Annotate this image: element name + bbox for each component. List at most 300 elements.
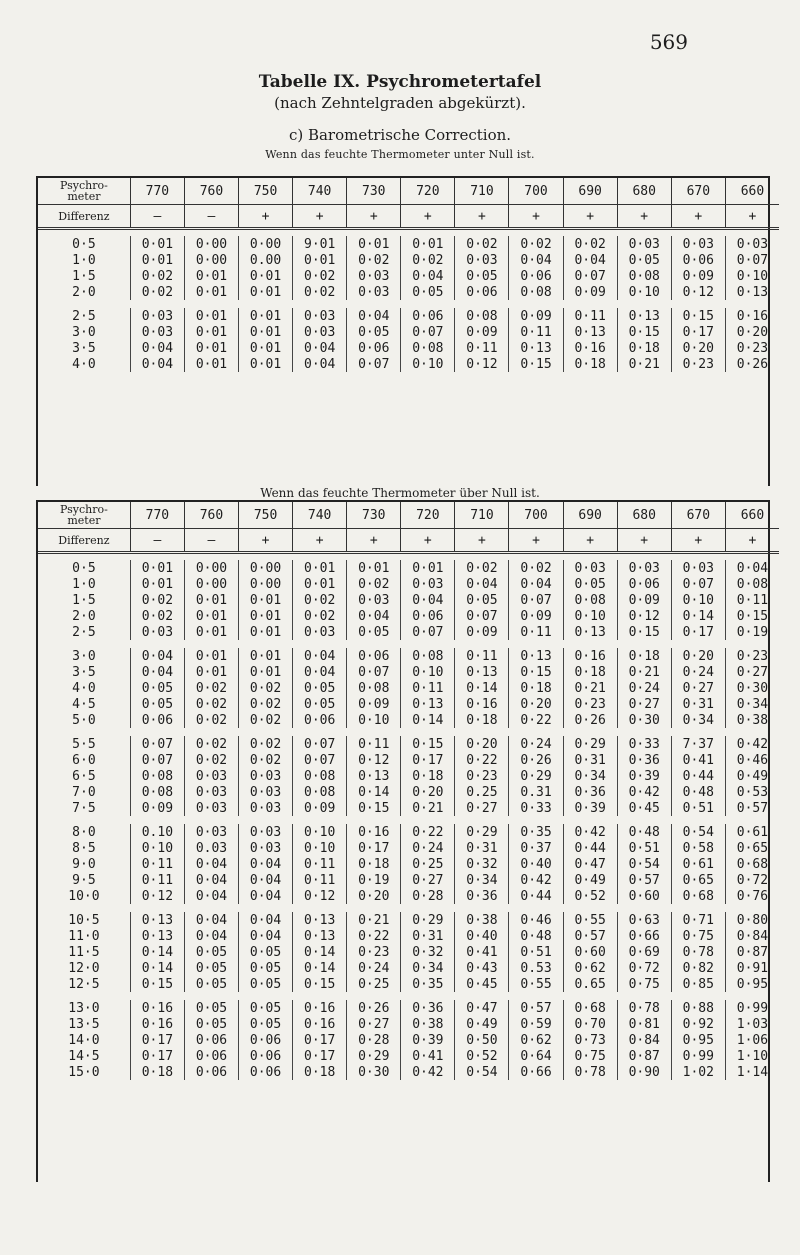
table-cell: 0·05 bbox=[293, 696, 347, 712]
table-cell: 0·03 bbox=[401, 576, 455, 592]
table-cell: 0·09 bbox=[563, 284, 617, 300]
table-cell: 0·05 bbox=[239, 960, 293, 976]
table-cell: 0·00 bbox=[239, 560, 293, 576]
table-cell: 0·13 bbox=[509, 648, 563, 664]
table-cell: 0·09 bbox=[293, 800, 347, 816]
table-cell: 0·08 bbox=[130, 768, 184, 784]
table-cell: 0·25 bbox=[347, 976, 401, 992]
row-difference: 7·0 bbox=[72, 784, 96, 800]
table-cell: 0·05 bbox=[455, 592, 509, 608]
table-cell: 0·05 bbox=[184, 960, 238, 976]
table-cell: 0·71 bbox=[671, 912, 725, 928]
table-cell: 0·17 bbox=[671, 324, 725, 340]
table-cell: 0·13 bbox=[563, 624, 617, 640]
table-cell: 0·10 bbox=[293, 824, 347, 840]
table-cell: 0·14 bbox=[671, 608, 725, 624]
table-cell: 0·20 bbox=[725, 324, 779, 340]
header-sign: + bbox=[455, 529, 509, 553]
table-cell: 0·04 bbox=[347, 608, 401, 624]
table-cell: 0·09 bbox=[347, 696, 401, 712]
table-cell: 0·15 bbox=[401, 736, 455, 752]
table-row bbox=[38, 324, 779, 340]
table-cell: 0·04 bbox=[184, 856, 238, 872]
table-cell: 0·04 bbox=[239, 912, 293, 928]
table-cell: 0·42 bbox=[563, 824, 617, 840]
table-cell: 0·69 bbox=[617, 944, 671, 960]
table-cell: 0·23 bbox=[347, 944, 401, 960]
header-label-psychrometer: Psychro- meter bbox=[60, 179, 108, 203]
header-pressure: 680 bbox=[617, 178, 671, 205]
table-title: Tabelle IX. Psychrometertafel bbox=[258, 72, 542, 92]
header-sign: — bbox=[184, 205, 238, 229]
table-cell: 0·03 bbox=[130, 624, 184, 640]
table-cell: 0·23 bbox=[725, 340, 779, 356]
table-cell: 0·27 bbox=[455, 800, 509, 816]
table-cell: 0·31 bbox=[671, 696, 725, 712]
table-cell: 0·14 bbox=[293, 960, 347, 976]
table-row bbox=[38, 1064, 779, 1080]
table-cell: 0·34 bbox=[455, 872, 509, 888]
table-cell: 0·11 bbox=[509, 624, 563, 640]
table-cell: 0·14 bbox=[455, 680, 509, 696]
table-cell: 0·20 bbox=[455, 736, 509, 752]
table-cell: 1·02 bbox=[671, 1064, 725, 1080]
table-cell: 0·48 bbox=[509, 928, 563, 944]
table-cell: 0·12 bbox=[130, 888, 184, 904]
table-cell: 0·03 bbox=[347, 284, 401, 300]
table-cell: 0·07 bbox=[293, 736, 347, 752]
table-cell: 0·01 bbox=[239, 648, 293, 664]
table-cell: 0·02 bbox=[239, 696, 293, 712]
table-row bbox=[38, 1048, 779, 1064]
header-pressure: 700 bbox=[509, 502, 563, 529]
table-cell: 0·00 bbox=[184, 252, 238, 268]
table-cell: 0·52 bbox=[455, 1048, 509, 1064]
row-difference: 10·0 bbox=[68, 888, 100, 904]
header-sign: + bbox=[293, 205, 347, 229]
table-cell: 0.65 bbox=[563, 976, 617, 992]
table-row bbox=[38, 768, 779, 784]
table-cell: 0·07 bbox=[293, 752, 347, 768]
table-cell: 0·07 bbox=[347, 356, 401, 372]
table-cell: 0·36 bbox=[401, 1000, 455, 1016]
table-cell: 0·26 bbox=[725, 356, 779, 372]
condition-below-zero: Wenn das feuchte Thermometer unter Null ist. bbox=[265, 148, 535, 161]
table-cell: 0·04 bbox=[401, 268, 455, 284]
header-sign: + bbox=[239, 529, 293, 553]
table-cell: 0·03 bbox=[184, 784, 238, 800]
row-difference: 5·5 bbox=[72, 736, 96, 752]
table-cell: 0·16 bbox=[130, 1000, 184, 1016]
table-cell: 0·80 bbox=[725, 912, 779, 928]
table-cell: 0·04 bbox=[563, 252, 617, 268]
table-cell: 0·08 bbox=[347, 680, 401, 696]
table-cell: 0·75 bbox=[563, 1048, 617, 1064]
table-cell: 0·87 bbox=[617, 1048, 671, 1064]
table-cell: 0·46 bbox=[725, 752, 779, 768]
table-cell: 0·33 bbox=[509, 800, 563, 816]
table-cell: 0·11 bbox=[509, 324, 563, 340]
table-cell: 0·06 bbox=[130, 712, 184, 728]
table-row bbox=[38, 888, 779, 904]
row-difference: 15·0 bbox=[68, 1064, 100, 1080]
table-cell: 0·15 bbox=[347, 800, 401, 816]
header-label-differenz: Differenz bbox=[38, 205, 130, 229]
row-difference: 5·0 bbox=[72, 712, 96, 728]
table-cell: 0·48 bbox=[671, 784, 725, 800]
table-cell: 0·15 bbox=[617, 624, 671, 640]
table-cell: 0·01 bbox=[239, 592, 293, 608]
table-cell: 0·04 bbox=[455, 576, 509, 592]
table-cell: 0·36 bbox=[617, 752, 671, 768]
table-cell: 0·13 bbox=[563, 324, 617, 340]
table-cell: 0·23 bbox=[671, 356, 725, 372]
table-cell: 0·24 bbox=[347, 960, 401, 976]
header-pressure: 690 bbox=[563, 502, 617, 529]
header-sign: + bbox=[671, 529, 725, 553]
table-cell: 0·85 bbox=[671, 976, 725, 992]
table-cell: 0·03 bbox=[130, 308, 184, 324]
table-cell: 0·04 bbox=[130, 356, 184, 372]
table-cell: 0·19 bbox=[725, 624, 779, 640]
table-row bbox=[38, 1016, 779, 1032]
table-cell: 0·01 bbox=[184, 308, 238, 324]
table-cell: 0·01 bbox=[347, 560, 401, 576]
table-cell: 0·01 bbox=[130, 560, 184, 576]
table-cell: 0·03 bbox=[347, 592, 401, 608]
table-cell: 0·07 bbox=[130, 736, 184, 752]
table-cell: 0·54 bbox=[617, 856, 671, 872]
table-cell: 0·03 bbox=[563, 560, 617, 576]
table-cell: 0·68 bbox=[671, 888, 725, 904]
header-pressure: 660 bbox=[725, 502, 779, 529]
table-cell: 0·01 bbox=[239, 664, 293, 680]
table-cell: 0·01 bbox=[184, 324, 238, 340]
row-difference: 1·0 bbox=[72, 252, 96, 268]
table-cell: 0·16 bbox=[130, 1016, 184, 1032]
table-cell: 0·28 bbox=[347, 1032, 401, 1048]
table-cell: 0·18 bbox=[509, 680, 563, 696]
header-sign: + bbox=[347, 529, 401, 553]
table-cell: 0·24 bbox=[617, 680, 671, 696]
table-cell: 0·03 bbox=[130, 324, 184, 340]
table-row bbox=[38, 736, 779, 752]
table-cell: 0·45 bbox=[617, 800, 671, 816]
table-cell: 0·38 bbox=[725, 712, 779, 728]
table-cell: 0·08 bbox=[401, 340, 455, 356]
table-cell: 0·68 bbox=[563, 1000, 617, 1016]
table-cell: 0·09 bbox=[455, 324, 509, 340]
table-cell: 0·44 bbox=[509, 888, 563, 904]
table-cell: 0·72 bbox=[617, 960, 671, 976]
table-cell: 0·14 bbox=[347, 784, 401, 800]
table-cell: 0·03 bbox=[293, 624, 347, 640]
table-cell: 0·02 bbox=[509, 560, 563, 576]
table-cell: 0·18 bbox=[401, 768, 455, 784]
table-cell: 0·31 bbox=[455, 840, 509, 856]
table-cell: 0·15 bbox=[725, 608, 779, 624]
table-row bbox=[38, 252, 779, 268]
table-cell: 0·04 bbox=[184, 928, 238, 944]
table-cell: 0·04 bbox=[184, 872, 238, 888]
table-row bbox=[38, 872, 779, 888]
header-label-psychrometer: Psychro- meter bbox=[60, 503, 108, 527]
table-cell: 0·43 bbox=[455, 960, 509, 976]
table-cell: 0·02 bbox=[239, 736, 293, 752]
table-cell: 0·15 bbox=[509, 664, 563, 680]
table-cell: 0·27 bbox=[347, 1016, 401, 1032]
table-cell: 0·13 bbox=[617, 308, 671, 324]
table-cell: 0·04 bbox=[239, 856, 293, 872]
row-difference: 6·0 bbox=[72, 752, 96, 768]
table-cell: 0·99 bbox=[725, 1000, 779, 1016]
table-cell: 0·11 bbox=[563, 308, 617, 324]
table-row bbox=[38, 824, 779, 840]
table-cell: 0·16 bbox=[725, 308, 779, 324]
table-cell: 0·20 bbox=[509, 696, 563, 712]
table-cell: 0·05 bbox=[347, 324, 401, 340]
table-cell: 0·03 bbox=[347, 268, 401, 284]
table-cell: 0·11 bbox=[293, 856, 347, 872]
table-cell: 0·09 bbox=[617, 592, 671, 608]
table-cell: 0·08 bbox=[401, 648, 455, 664]
table-cell: 0·66 bbox=[617, 928, 671, 944]
table-cell: 0·02 bbox=[184, 680, 238, 696]
table-cell: 0.03 bbox=[184, 840, 238, 856]
table-cell: 0·29 bbox=[509, 768, 563, 784]
table-cell: 0·02 bbox=[401, 252, 455, 268]
table-cell: 0·20 bbox=[401, 784, 455, 800]
table-cell: 0·03 bbox=[239, 800, 293, 816]
table-cell: 0·41 bbox=[671, 752, 725, 768]
header-sign: + bbox=[401, 205, 455, 229]
table-cell: 0·29 bbox=[563, 736, 617, 752]
table-row bbox=[38, 624, 779, 640]
table-cell: 0·39 bbox=[401, 1032, 455, 1048]
table-cell: 0.10 bbox=[130, 824, 184, 840]
row-difference: 13·5 bbox=[68, 1016, 100, 1032]
header-pressure: 660 bbox=[725, 178, 779, 205]
table-cell: 0·10 bbox=[347, 712, 401, 728]
header-sign: + bbox=[401, 529, 455, 553]
header-sign: + bbox=[347, 205, 401, 229]
row-difference: 0·5 bbox=[72, 560, 96, 576]
table-row bbox=[38, 308, 779, 324]
table-row bbox=[38, 840, 779, 856]
header-pressure: 670 bbox=[671, 178, 725, 205]
header-pressure: 720 bbox=[401, 178, 455, 205]
table-cell: 0·11 bbox=[130, 872, 184, 888]
table-cell: 0·08 bbox=[293, 768, 347, 784]
table-cell: 0·13 bbox=[347, 768, 401, 784]
table-cell: 0·44 bbox=[671, 768, 725, 784]
table-cell: 0·13 bbox=[401, 696, 455, 712]
table-cell: 0·35 bbox=[401, 976, 455, 992]
table-cell: 1·03 bbox=[725, 1016, 779, 1032]
table-cell: 0·02 bbox=[184, 696, 238, 712]
row-difference: 14·0 bbox=[68, 1032, 100, 1048]
table-cell: 0·24 bbox=[401, 840, 455, 856]
table-cell: 0·02 bbox=[184, 752, 238, 768]
titles bbox=[0, 70, 800, 161]
table-cell: 0·32 bbox=[455, 856, 509, 872]
table-cell: 0·05 bbox=[455, 268, 509, 284]
table-cell: 0·08 bbox=[563, 592, 617, 608]
table-cell: 0·18 bbox=[617, 648, 671, 664]
table-cell: 0·11 bbox=[293, 872, 347, 888]
table-row bbox=[38, 712, 779, 728]
header-sign: + bbox=[725, 205, 779, 229]
table-cell: 0·61 bbox=[671, 856, 725, 872]
table-cell: 0·57 bbox=[509, 1000, 563, 1016]
table-cell: 0·01 bbox=[293, 252, 347, 268]
table-cell: 0·21 bbox=[401, 800, 455, 816]
header-pressure: 710 bbox=[455, 502, 509, 529]
table-cell: 0·20 bbox=[671, 648, 725, 664]
table-cell: 0·04 bbox=[293, 356, 347, 372]
header-pressure: 680 bbox=[617, 502, 671, 529]
table-cell: 0·01 bbox=[239, 608, 293, 624]
table-cell: 0·14 bbox=[130, 960, 184, 976]
row-difference: 9·0 bbox=[72, 856, 96, 872]
row-difference: 0·5 bbox=[72, 236, 96, 252]
table-cell: 0·59 bbox=[509, 1016, 563, 1032]
table-cell: 0·02 bbox=[293, 268, 347, 284]
table-cell: 0·00 bbox=[184, 560, 238, 576]
table-cell: 0·06 bbox=[401, 308, 455, 324]
table-cell: 0·00 bbox=[239, 576, 293, 592]
table-cell: 0·39 bbox=[563, 800, 617, 816]
table-cell: 0·02 bbox=[455, 560, 509, 576]
table-cell: 0·78 bbox=[617, 1000, 671, 1016]
row-difference: 3·5 bbox=[72, 340, 96, 356]
table-cell: 0·06 bbox=[239, 1032, 293, 1048]
table-cell: 0·06 bbox=[239, 1048, 293, 1064]
table-cell: 0·21 bbox=[617, 664, 671, 680]
table-cell: 0·16 bbox=[563, 340, 617, 356]
table-cell: 0·06 bbox=[239, 1064, 293, 1080]
table-cell: 0·10 bbox=[671, 592, 725, 608]
table-cell: 0·02 bbox=[239, 712, 293, 728]
table-row bbox=[38, 236, 779, 252]
header-sign: + bbox=[293, 529, 347, 553]
table-cell: 0·05 bbox=[239, 944, 293, 960]
row-difference: 4·5 bbox=[72, 696, 96, 712]
table-cell: 0·19 bbox=[347, 872, 401, 888]
header-pressure: 760 bbox=[184, 178, 238, 205]
table-cell: 0·08 bbox=[293, 784, 347, 800]
table-cell: 0·38 bbox=[401, 1016, 455, 1032]
table-cell: 0·39 bbox=[617, 768, 671, 784]
table-cell: 0·03 bbox=[617, 236, 671, 252]
header-pressure: 770 bbox=[130, 502, 184, 529]
table-cell: 0·02 bbox=[347, 252, 401, 268]
table-cell: 0·31 bbox=[563, 752, 617, 768]
header-sign: + bbox=[455, 205, 509, 229]
header-sign: + bbox=[671, 205, 725, 229]
table-row bbox=[38, 576, 779, 592]
table-cell: 0·01 bbox=[130, 252, 184, 268]
table-cell: 0·75 bbox=[671, 928, 725, 944]
table-cell: 0·15 bbox=[617, 324, 671, 340]
row-difference: 1·5 bbox=[72, 592, 96, 608]
table-cell: 0·87 bbox=[725, 944, 779, 960]
table-cell: 0·10 bbox=[401, 664, 455, 680]
table-cell: 0·13 bbox=[725, 284, 779, 300]
table-cell: 0·01 bbox=[184, 268, 238, 284]
table-cell: 0·11 bbox=[401, 680, 455, 696]
table-cell: 0·18 bbox=[563, 664, 617, 680]
table-cell: 0·06 bbox=[184, 1032, 238, 1048]
table-below-zero-block bbox=[24, 176, 779, 486]
table-row bbox=[38, 784, 779, 800]
table-cell: 0·02 bbox=[130, 284, 184, 300]
table-cell: 0·31 bbox=[401, 928, 455, 944]
table-cell: 0·84 bbox=[725, 928, 779, 944]
table-row bbox=[38, 284, 779, 300]
table-cell: 0·54 bbox=[671, 824, 725, 840]
header-pressure: 670 bbox=[671, 502, 725, 529]
row-difference: 4·0 bbox=[72, 680, 96, 696]
table-cell: 0·03 bbox=[239, 784, 293, 800]
table-cell: 0·75 bbox=[617, 976, 671, 992]
table-cell: 0·21 bbox=[563, 680, 617, 696]
table-row bbox=[38, 928, 779, 944]
table-cell: 0·20 bbox=[347, 888, 401, 904]
table-cell: 0·29 bbox=[401, 912, 455, 928]
table-cell: 0·10 bbox=[725, 268, 779, 284]
table-cell: 0·01 bbox=[239, 284, 293, 300]
table-cell: 0·99 bbox=[671, 1048, 725, 1064]
table-cell: 0·10 bbox=[293, 840, 347, 856]
table-cell: 0·30 bbox=[725, 680, 779, 696]
table-cell: 0·42 bbox=[725, 736, 779, 752]
header-sign: + bbox=[509, 205, 563, 229]
table-cell: 0·14 bbox=[130, 944, 184, 960]
table-cell: 0·04 bbox=[293, 340, 347, 356]
table-cell: 0·73 bbox=[563, 1032, 617, 1048]
table-cell: 0·01 bbox=[347, 236, 401, 252]
table-row bbox=[38, 976, 779, 992]
table-cell: 0·02 bbox=[239, 752, 293, 768]
table-cell: 0·35 bbox=[509, 824, 563, 840]
table-cell: 0·02 bbox=[293, 284, 347, 300]
table-cell: 0·04 bbox=[130, 648, 184, 664]
table-cell: 0·10 bbox=[563, 608, 617, 624]
table-cell: 0·18 bbox=[563, 356, 617, 372]
table-row bbox=[38, 680, 779, 696]
table-cell: 0·09 bbox=[130, 800, 184, 816]
table-cell: 0·02 bbox=[293, 592, 347, 608]
table-cell: 0·04 bbox=[184, 888, 238, 904]
table-above-zero-block bbox=[24, 500, 779, 1255]
table-cell: 1·10 bbox=[725, 1048, 779, 1064]
table-cell: 0·26 bbox=[509, 752, 563, 768]
table-below-zero bbox=[38, 178, 779, 372]
table-cell: 0·48 bbox=[617, 824, 671, 840]
table-cell: 0·02 bbox=[130, 268, 184, 284]
table-row bbox=[38, 592, 779, 608]
table-cell: 0·11 bbox=[130, 856, 184, 872]
table-cell: 0·64 bbox=[509, 1048, 563, 1064]
table-cell: 0·09 bbox=[455, 624, 509, 640]
table-cell: 0·10 bbox=[401, 356, 455, 372]
table-cell: 0·08 bbox=[130, 784, 184, 800]
header-pressure: 740 bbox=[293, 502, 347, 529]
table-cell: 0·12 bbox=[293, 888, 347, 904]
table-cell: 0·01 bbox=[239, 324, 293, 340]
table-cell: 0·17 bbox=[671, 624, 725, 640]
